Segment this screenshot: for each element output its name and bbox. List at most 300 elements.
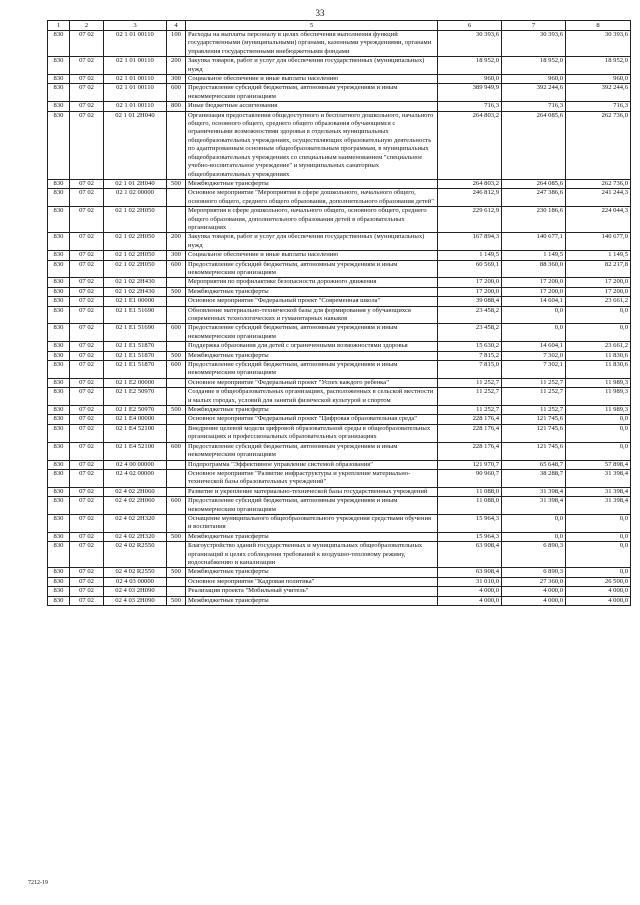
cell-expense-type <box>167 424 186 442</box>
cell-ministry: 830 <box>48 415 70 424</box>
cell-section: 07 02 <box>70 278 104 287</box>
cell-ministry: 830 <box>48 424 70 442</box>
cell-target-article: 02 4 02 2Н060 <box>104 487 167 496</box>
cell-ministry: 830 <box>48 442 70 460</box>
cell-amount-2: 88 360,0 <box>502 260 566 278</box>
cell-amount-3: 4 000,0 <box>566 587 631 596</box>
cell-expense-type <box>167 278 186 287</box>
cell-amount-1: 11 088,0 <box>438 487 502 496</box>
cell-name: Основное мероприятие "Федеральный проект "Цифровая образовательная среда" <box>186 415 438 424</box>
cell-section: 07 02 <box>70 587 104 596</box>
cell-amount-1: 4 000,0 <box>438 587 502 596</box>
cell-amount-3: 23 661,2 <box>566 342 631 351</box>
cell-name: Межбюджетные трансферты <box>186 287 438 296</box>
cell-ministry: 830 <box>48 342 70 351</box>
cell-expense-type: 300 <box>167 251 186 260</box>
cell-target-article: 02 1 02 2Н430 <box>104 287 167 296</box>
cell-name: Основное мероприятие "Федеральный проект "Современная школа" <box>186 297 438 306</box>
cell-expense-type: 600 <box>167 497 186 515</box>
cell-section: 07 02 <box>70 577 104 586</box>
header-cell: 4 <box>167 21 186 31</box>
cell-expense-type <box>167 388 186 406</box>
cell-section: 07 02 <box>70 189 104 207</box>
cell-expense-type: 500 <box>167 287 186 296</box>
cell-ministry: 830 <box>48 378 70 387</box>
table-row <box>48 297 631 306</box>
cell-target-article: 02 1 01 00110 <box>104 102 167 111</box>
header-cell: 7 <box>502 21 566 31</box>
cell-ministry: 830 <box>48 460 70 469</box>
cell-name: Развитие и укрепление материально-технической базы государственных учреждений <box>186 487 438 496</box>
cell-expense-type <box>167 514 186 532</box>
cell-name: Межбюджетные трансферты <box>186 179 438 188</box>
cell-ministry: 830 <box>48 84 70 102</box>
cell-amount-2: 17 200,0 <box>502 278 566 287</box>
table-row <box>48 577 631 586</box>
cell-expense-type: 500 <box>167 596 186 605</box>
cell-section: 07 02 <box>70 424 104 442</box>
cell-amount-2: 121 745,6 <box>502 415 566 424</box>
cell-expense-type: 600 <box>167 84 186 102</box>
cell-target-article: 02 4 02 R2550 <box>104 542 167 568</box>
cell-expense-type: 500 <box>167 406 186 415</box>
cell-section: 07 02 <box>70 415 104 424</box>
cell-name: Предоставление субсидий бюджетным, автономным учреждениям и иным некоммерческим организациям <box>186 442 438 460</box>
cell-target-article: 02 1 02 2Н050 <box>104 260 167 278</box>
cell-ministry: 830 <box>48 351 70 360</box>
cell-target-article: 02 1 02 2Н050 <box>104 251 167 260</box>
cell-expense-type <box>167 306 186 324</box>
cell-amount-2: 27 360,0 <box>502 577 566 586</box>
cell-amount-2: 121 745,6 <box>502 442 566 460</box>
table-row <box>48 460 631 469</box>
cell-amount-1: 7 815,0 <box>438 361 502 379</box>
cell-amount-2: 14 604,1 <box>502 342 566 351</box>
cell-amount-1: 17 200,0 <box>438 287 502 296</box>
table-row <box>48 378 631 387</box>
cell-amount-2: 121 745,6 <box>502 424 566 442</box>
cell-amount-2: 7 302,1 <box>502 361 566 379</box>
cell-expense-type <box>167 111 186 179</box>
cell-expense-type: 500 <box>167 179 186 188</box>
cell-section: 07 02 <box>70 111 104 179</box>
cell-amount-3: 0,0 <box>566 415 631 424</box>
cell-amount-2: 140 677,1 <box>502 233 566 251</box>
cell-ministry: 830 <box>48 596 70 605</box>
cell-section: 07 02 <box>70 306 104 324</box>
header-cell: 2 <box>70 21 104 31</box>
cell-ministry: 830 <box>48 406 70 415</box>
cell-name: Расходы на выплаты персоналу в целях обеспечения выполнения функций государственными (муниципальными) органами, казенными учреждениями, органами управления государственными внебюджетными фондами <box>186 31 438 57</box>
cell-expense-type <box>167 460 186 469</box>
cell-amount-3: 23 661,2 <box>566 297 631 306</box>
cell-expense-type: 600 <box>167 260 186 278</box>
cell-amount-1: 60 569,1 <box>438 260 502 278</box>
cell-target-article: 02 4 02 2Н320 <box>104 532 167 541</box>
cell-name: Закупка товаров, работ и услуг для обеспечения государственных (муниципальных) нужд <box>186 57 438 75</box>
cell-ministry: 830 <box>48 469 70 487</box>
cell-amount-2: 4 000,0 <box>502 587 566 596</box>
table-row <box>48 251 631 260</box>
cell-ministry: 830 <box>48 514 70 532</box>
cell-expense-type <box>167 577 186 586</box>
cell-name: Межбюджетные трансферты <box>186 568 438 577</box>
cell-section: 07 02 <box>70 487 104 496</box>
cell-amount-2: 7 302,0 <box>502 351 566 360</box>
cell-amount-1: 18 952,0 <box>438 57 502 75</box>
cell-section: 07 02 <box>70 514 104 532</box>
cell-ministry: 830 <box>48 179 70 188</box>
cell-target-article: 02 1 E4 52100 <box>104 424 167 442</box>
cell-name: Создание в общеобразовательных организациях, расположенных в сельской местности и малых городах, условий для занятий физической культурой и спортом <box>186 388 438 406</box>
cell-ministry: 830 <box>48 233 70 251</box>
cell-ministry: 830 <box>48 306 70 324</box>
cell-target-article: 02 1 01 00110 <box>104 84 167 102</box>
cell-name: Предоставление субсидий бюджетным, автономным учреждениям и иным некоммерческим организациям <box>186 84 438 102</box>
cell-target-article: 02 1 E4 52100 <box>104 442 167 460</box>
cell-amount-3: 31 398,4 <box>566 487 631 496</box>
cell-ministry: 830 <box>48 324 70 342</box>
cell-target-article: 02 1 E1 51870 <box>104 342 167 351</box>
cell-amount-3: 0,0 <box>566 324 631 342</box>
cell-section: 07 02 <box>70 297 104 306</box>
cell-name: Основное мероприятие "Кадровая политика" <box>186 577 438 586</box>
cell-amount-1: 11 252,7 <box>438 406 502 415</box>
table-row <box>48 532 631 541</box>
cell-amount-1: 264 803,2 <box>438 111 502 179</box>
cell-amount-1: 30 393,6 <box>438 31 502 57</box>
cell-amount-1: 23 458,2 <box>438 306 502 324</box>
cell-expense-type <box>167 378 186 387</box>
cell-name: Предоставление субсидий бюджетным, автономным учреждениям и иным некоммерческим организациям <box>186 497 438 515</box>
cell-section: 07 02 <box>70 469 104 487</box>
cell-name: Благоустройство зданий государственных и муниципальных общеобразовательных организаций в целях соблюдения требований к воздушно-тепловому режиму, водоснабжению и канализации <box>186 542 438 568</box>
cell-name: Мероприятия по профилактике безопасности дорожного движения <box>186 278 438 287</box>
cell-amount-2: 0,0 <box>502 532 566 541</box>
cell-amount-1: 246 812,9 <box>438 189 502 207</box>
cell-amount-1: 15 964,3 <box>438 532 502 541</box>
cell-amount-1: 4 000,0 <box>438 596 502 605</box>
cell-section: 07 02 <box>70 497 104 515</box>
cell-target-article: 02 4 00 00000 <box>104 460 167 469</box>
cell-expense-type <box>167 207 186 233</box>
cell-expense-type: 200 <box>167 57 186 75</box>
cell-amount-2: 18 952,0 <box>502 57 566 75</box>
cell-name: Реализация проекта "Мобильный учитель" <box>186 587 438 596</box>
cell-target-article: 02 1 02 2Н050 <box>104 233 167 251</box>
header-cell: 5 <box>186 21 438 31</box>
cell-amount-3: 30 393,6 <box>566 31 631 57</box>
cell-section: 07 02 <box>70 542 104 568</box>
cell-amount-1: 167 894,3 <box>438 233 502 251</box>
cell-amount-2: 31 398,4 <box>502 487 566 496</box>
cell-section: 07 02 <box>70 460 104 469</box>
cell-section: 07 02 <box>70 207 104 233</box>
cell-name: Подпрограмма "Эффективное управление системой образования" <box>186 460 438 469</box>
cell-section: 07 02 <box>70 233 104 251</box>
header-cell: 3 <box>104 21 167 31</box>
table-row <box>48 31 631 57</box>
cell-target-article: 02 4 03 00000 <box>104 577 167 586</box>
cell-amount-1: 121 970,7 <box>438 460 502 469</box>
table-row <box>48 233 631 251</box>
cell-section: 07 02 <box>70 260 104 278</box>
cell-amount-3: 0,0 <box>566 568 631 577</box>
cell-amount-2: 11 252,7 <box>502 378 566 387</box>
cell-name: Иные бюджетные ассигнования <box>186 102 438 111</box>
table-row <box>48 424 631 442</box>
cell-name: Межбюджетные трансферты <box>186 351 438 360</box>
table-row <box>48 415 631 424</box>
cell-amount-1: 1 149,5 <box>438 251 502 260</box>
cell-ministry: 830 <box>48 568 70 577</box>
cell-target-article: 02 1 E1 51690 <box>104 306 167 324</box>
cell-expense-type <box>167 487 186 496</box>
cell-amount-3: 26 500,0 <box>566 577 631 586</box>
table-row <box>48 189 631 207</box>
table-row <box>48 351 631 360</box>
cell-target-article: 02 1 E4 00000 <box>104 415 167 424</box>
cell-name: Межбюджетные трансферты <box>186 406 438 415</box>
cell-expense-type <box>167 587 186 596</box>
cell-section: 07 02 <box>70 388 104 406</box>
cell-expense-type <box>167 189 186 207</box>
cell-name: Основное мероприятие "Развитие инфраструктуры и укрепление материально-технической базы образовательных учреждений" <box>186 469 438 487</box>
cell-section: 07 02 <box>70 442 104 460</box>
cell-name: Социальное обеспечение и иные выплаты населению <box>186 251 438 260</box>
cell-amount-3: 1 149,5 <box>566 251 631 260</box>
header-cell: 6 <box>438 21 502 31</box>
cell-ministry: 830 <box>48 487 70 496</box>
cell-target-article: 02 1 E2 00000 <box>104 378 167 387</box>
cell-expense-type: 600 <box>167 442 186 460</box>
cell-target-article: 02 1 02 00000 <box>104 189 167 207</box>
cell-ministry: 830 <box>48 361 70 379</box>
cell-ministry: 830 <box>48 260 70 278</box>
header-cell: 1 <box>48 21 70 31</box>
cell-name: Оснащение муниципального общеобразовательного учреждения средствами обучения и воспитания <box>186 514 438 532</box>
cell-amount-1: 389 949,9 <box>438 84 502 102</box>
cell-expense-type <box>167 297 186 306</box>
cell-name: Поддержка образования для детей с ограниченными возможностями здоровья <box>186 342 438 351</box>
table-row <box>48 587 631 596</box>
cell-amount-2: 31 398,4 <box>502 497 566 515</box>
table-row <box>48 75 631 84</box>
cell-amount-3: 0,0 <box>566 542 631 568</box>
cell-amount-2: 1 149,5 <box>502 251 566 260</box>
cell-target-article: 02 1 E2 50970 <box>104 388 167 406</box>
cell-target-article: 02 1 01 00110 <box>104 75 167 84</box>
cell-amount-1: 11 252,7 <box>438 378 502 387</box>
cell-name: Межбюджетные трансферты <box>186 532 438 541</box>
cell-expense-type <box>167 469 186 487</box>
cell-amount-3: 0,0 <box>566 442 631 460</box>
cell-expense-type: 300 <box>167 75 186 84</box>
cell-amount-2: 65 648,7 <box>502 460 566 469</box>
cell-name: Закупка товаров, работ и услуг для обеспечения государственных (муниципальных) нужд <box>186 233 438 251</box>
cell-amount-3: 960,0 <box>566 75 631 84</box>
cell-amount-3: 392 244,6 <box>566 84 631 102</box>
cell-target-article: 02 1 E1 51870 <box>104 361 167 379</box>
cell-amount-2: 11 252,7 <box>502 406 566 415</box>
cell-amount-2: 30 393,6 <box>502 31 566 57</box>
cell-section: 07 02 <box>70 251 104 260</box>
cell-amount-1: 15 964,3 <box>438 514 502 532</box>
cell-name: Предоставление субсидий бюджетным, автономным учреждениям и иным некоммерческим организациям <box>186 260 438 278</box>
cell-amount-1: 15 630,2 <box>438 342 502 351</box>
cell-amount-3: 716,3 <box>566 102 631 111</box>
cell-name: Мероприятия в сфере дошкольного, начального общего, основного общего, среднего общего образования, дополнительного образования детей в образовательных организациях <box>186 207 438 233</box>
cell-amount-2: 0,0 <box>502 306 566 324</box>
cell-amount-1: 228 176,4 <box>438 424 502 442</box>
cell-amount-1: 11 088,0 <box>438 497 502 515</box>
cell-expense-type <box>167 415 186 424</box>
cell-amount-2: 716,3 <box>502 102 566 111</box>
cell-amount-2: 264 085,6 <box>502 179 566 188</box>
cell-amount-3: 11 830,6 <box>566 351 631 360</box>
cell-target-article: 02 4 03 2Н090 <box>104 587 167 596</box>
cell-amount-3: 262 736,0 <box>566 179 631 188</box>
cell-target-article: 02 1 01 00110 <box>104 31 167 57</box>
cell-amount-1: 31 010,0 <box>438 577 502 586</box>
cell-target-article: 02 1 02 2Н050 <box>104 207 167 233</box>
cell-target-article: 02 4 02 2Н320 <box>104 514 167 532</box>
cell-amount-2: 0,0 <box>502 324 566 342</box>
cell-expense-type: 600 <box>167 361 186 379</box>
cell-section: 07 02 <box>70 75 104 84</box>
cell-target-article: 02 1 01 2Н040 <box>104 179 167 188</box>
cell-section: 07 02 <box>70 324 104 342</box>
table-row <box>48 260 631 278</box>
cell-amount-3: 11 830,6 <box>566 361 631 379</box>
table-row <box>48 596 631 605</box>
cell-section: 07 02 <box>70 84 104 102</box>
cell-ministry: 830 <box>48 278 70 287</box>
cell-target-article: 02 1 02 2Н430 <box>104 278 167 287</box>
table-row <box>48 287 631 296</box>
cell-expense-type <box>167 542 186 568</box>
table-row <box>48 469 631 487</box>
cell-amount-2: 17 200,0 <box>502 287 566 296</box>
cell-amount-3: 241 244,3 <box>566 189 631 207</box>
cell-amount-2: 4 000,0 <box>502 596 566 605</box>
cell-amount-3: 17 200,0 <box>566 278 631 287</box>
cell-ministry: 830 <box>48 251 70 260</box>
cell-target-article: 02 1 01 00110 <box>104 57 167 75</box>
cell-amount-3: 11 989,3 <box>566 378 631 387</box>
cell-expense-type <box>167 342 186 351</box>
table-row <box>48 179 631 188</box>
table-row <box>48 342 631 351</box>
table-row <box>48 514 631 532</box>
cell-expense-type: 500 <box>167 532 186 541</box>
cell-amount-3: 262 736,0 <box>566 111 631 179</box>
cell-target-article: 02 1 E1 51690 <box>104 324 167 342</box>
table-row <box>48 487 631 496</box>
cell-section: 07 02 <box>70 378 104 387</box>
table-row <box>48 111 631 179</box>
table-row <box>48 84 631 102</box>
cell-section: 07 02 <box>70 568 104 577</box>
cell-name: Внедрение целевой модели цифровой образовательной среды в общеобразовательных организациях и профессиональных образовательных организациях <box>186 424 438 442</box>
table-row <box>48 57 631 75</box>
cell-amount-3: 31 398,4 <box>566 469 631 487</box>
cell-section: 07 02 <box>70 102 104 111</box>
cell-amount-1: 7 815,2 <box>438 351 502 360</box>
cell-name: Обновление материально-технической базы для формирования у обучающихся современных технологических и гуманитарных навыков <box>186 306 438 324</box>
cell-amount-2: 264 085,6 <box>502 111 566 179</box>
cell-amount-2: 960,0 <box>502 75 566 84</box>
cell-amount-3: 18 952,0 <box>566 57 631 75</box>
cell-amount-3: 17 200,0 <box>566 287 631 296</box>
table-row <box>48 542 631 568</box>
cell-expense-type: 500 <box>167 568 186 577</box>
table-row <box>48 207 631 233</box>
cell-name: Межбюджетные трансферты <box>186 596 438 605</box>
cell-ministry: 830 <box>48 207 70 233</box>
cell-ministry: 830 <box>48 388 70 406</box>
cell-amount-3: 82 217,8 <box>566 260 631 278</box>
cell-amount-3: 4 000,0 <box>566 596 631 605</box>
cell-ministry: 830 <box>48 102 70 111</box>
cell-target-article: 02 4 02 2Н060 <box>104 497 167 515</box>
cell-amount-1: 264 803,2 <box>438 179 502 188</box>
cell-ministry: 830 <box>48 287 70 296</box>
cell-expense-type: 200 <box>167 233 186 251</box>
cell-ministry: 830 <box>48 532 70 541</box>
cell-amount-3: 57 898,4 <box>566 460 631 469</box>
cell-name: Основное мероприятие "Мероприятия в сфере дошкольного, начального общего, основного общего, среднего общего образования, дополнительного образования детей" <box>186 189 438 207</box>
cell-amount-1: 11 252,7 <box>438 388 502 406</box>
cell-amount-2: 230 186,6 <box>502 207 566 233</box>
cell-amount-2: 6 890,3 <box>502 568 566 577</box>
cell-amount-3: 140 677,0 <box>566 233 631 251</box>
cell-ministry: 830 <box>48 57 70 75</box>
header-cell: 8 <box>566 21 631 31</box>
cell-amount-3: 0,0 <box>566 532 631 541</box>
table-row <box>48 324 631 342</box>
cell-amount-1: 716,3 <box>438 102 502 111</box>
cell-target-article: 02 1 E1 00000 <box>104 297 167 306</box>
cell-section: 07 02 <box>70 57 104 75</box>
cell-amount-2: 38 288,7 <box>502 469 566 487</box>
cell-ministry: 830 <box>48 75 70 84</box>
cell-section: 07 02 <box>70 179 104 188</box>
cell-amount-3: 0,0 <box>566 306 631 324</box>
cell-amount-1: 228 176,4 <box>438 442 502 460</box>
cell-section: 07 02 <box>70 406 104 415</box>
cell-expense-type: 100 <box>167 31 186 57</box>
cell-expense-type: 500 <box>167 351 186 360</box>
cell-amount-3: 31 398,4 <box>566 497 631 515</box>
table-row <box>48 361 631 379</box>
page-number: 33 <box>315 8 325 18</box>
table-row <box>48 568 631 577</box>
cell-amount-1: 63 908,4 <box>438 542 502 568</box>
table-row <box>48 442 631 460</box>
cell-amount-2: 247 386,6 <box>502 189 566 207</box>
cell-amount-3: 224 044,3 <box>566 207 631 233</box>
table-row <box>48 388 631 406</box>
cell-name: Организация предоставления общедоступного и бесплатного дошкольного, начального общего, основного общего, среднего общего образования обучающимся с ограниченными возможностями здоровья в отдельных муниципальных общеобразовательных учреждениях, осуществляющих образовательную деятельность по адаптированным основным общеобразовательным программам, в муниципальных общеобразовательных учреждениях со специальным наименованием "специальное учебно-воспитательное учреждение" и муниципальных санаторных общеобразовательных учреждениях <box>186 111 438 179</box>
budget-table <box>47 20 631 606</box>
cell-target-article: 02 1 01 2Н040 <box>104 111 167 179</box>
cell-amount-1: 39 088,4 <box>438 297 502 306</box>
cell-amount-2: 0,0 <box>502 514 566 532</box>
cell-section: 07 02 <box>70 342 104 351</box>
cell-target-article: 02 4 02 00000 <box>104 469 167 487</box>
cell-amount-2: 11 252,7 <box>502 388 566 406</box>
